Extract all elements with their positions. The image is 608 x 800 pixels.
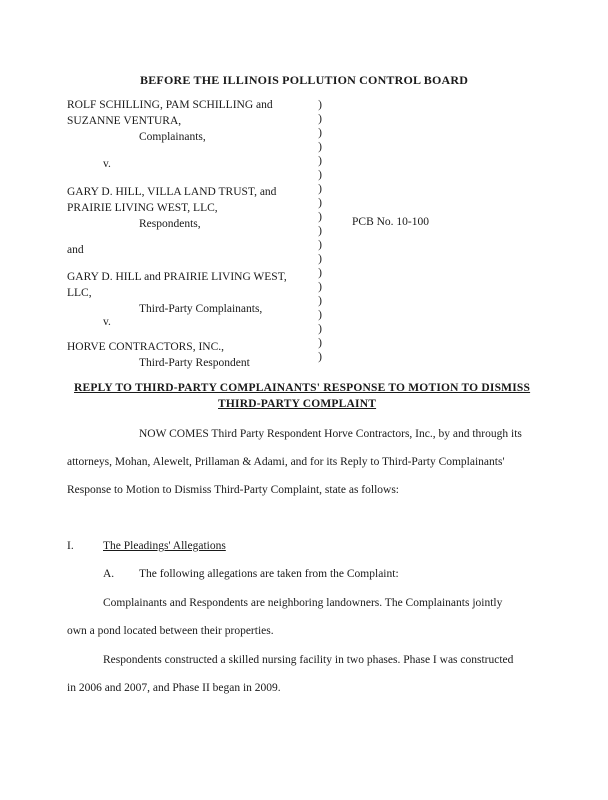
- paren: ): [318, 155, 322, 167]
- paragraph-1-line-1: Complainants and Respondents are neighboring landowners. The Complainants jointly: [103, 597, 503, 609]
- paren: ): [318, 141, 322, 153]
- respondents-line-2: PRAIRIE LIVING WEST, LLC,: [67, 202, 218, 214]
- case-number: PCB No. 10-100: [352, 216, 429, 228]
- complainants-role: Complainants,: [139, 131, 206, 143]
- paren: ): [318, 337, 322, 349]
- intro-line-2: attorneys, Mohan, Alewelt, Prillaman & Adami, and for its Reply to Third-Party Complainants': [67, 456, 505, 468]
- intro-line-1: NOW COMES Third Party Respondent Horve Contractors, Inc., by and through its: [139, 428, 522, 440]
- versus-1: v.: [103, 158, 111, 170]
- paren: ): [318, 323, 322, 335]
- and-line: and: [67, 244, 84, 256]
- paren: ): [318, 99, 322, 111]
- paren: ): [318, 169, 322, 181]
- third-party-line-1: GARY D. HILL and PRAIRIE LIVING WEST,: [67, 271, 287, 283]
- paren: ): [318, 267, 322, 279]
- paren: ): [318, 351, 322, 363]
- paren: ): [318, 309, 322, 321]
- third-party-line-2: LLC,: [67, 287, 92, 299]
- respondents-role: Respondents,: [139, 218, 201, 230]
- paren: ): [318, 295, 322, 307]
- third-party-role: Third-Party Complainants,: [139, 303, 263, 315]
- paren: ): [318, 239, 322, 251]
- paren: ): [318, 253, 322, 265]
- paragraph-2-line-2: in 2006 and 2007, and Phase II began in 2009.: [67, 682, 281, 694]
- paren: ): [318, 113, 322, 125]
- horve-role: Third-Party Respondent: [139, 357, 250, 369]
- paren: ): [318, 197, 322, 209]
- board-heading: BEFORE THE ILLINOIS POLLUTION CONTROL BOARD: [140, 73, 469, 87]
- complainants-line-2: SUZANNE VENTURA,: [67, 115, 182, 127]
- paragraph-2-line-1: Respondents constructed a skilled nursing facility in two phases. Phase I was constructed: [103, 654, 514, 666]
- paren: ): [318, 225, 322, 237]
- respondents-line-1: GARY D. HILL, VILLA LAND TRUST, and: [67, 186, 277, 198]
- horve-line: HORVE CONTRACTORS, INC.,: [67, 341, 225, 353]
- paren: ): [318, 183, 322, 195]
- reply-title-line-1: REPLY TO THIRD-PARTY COMPLAINANTS' RESPONSE TO MOTION TO DISMISS: [74, 382, 531, 394]
- section-title: The Pleadings' Allegations: [103, 540, 226, 552]
- paragraph-1-line-2: own a pond located between their properties.: [67, 625, 274, 637]
- intro-line-3: Response to Motion to Dismiss Third-Party Complaint, state as follows:: [67, 484, 400, 496]
- reply-title-line-2: THIRD-PARTY COMPLAINT: [218, 398, 377, 410]
- section-number: I.: [67, 540, 74, 552]
- paren: ): [318, 211, 322, 223]
- complainants-line-1: ROLF SCHILLING, PAM SCHILLING and: [67, 99, 273, 111]
- versus-2: v.: [103, 316, 111, 328]
- paren: ): [318, 281, 322, 293]
- subsection-a-text: The following allegations are taken from the Complaint:: [139, 568, 399, 580]
- paren: ): [318, 127, 322, 139]
- subsection-a-label: A.: [103, 568, 115, 580]
